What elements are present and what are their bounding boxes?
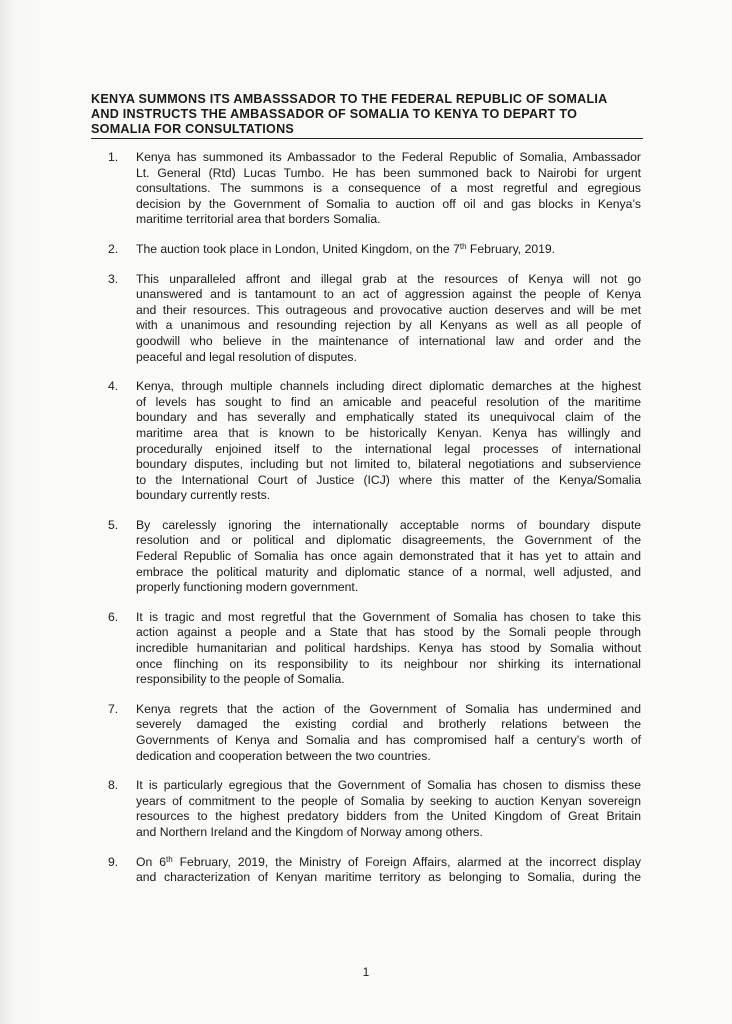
text-line: peaceful and legal resolution of disputes. (136, 349, 357, 364)
text-line: Kenya, through multiple channels including direct diplomatic demarches at the highest (136, 379, 641, 394)
text-line (136, 242, 641, 258)
text-segment: February, 2019. (466, 241, 556, 256)
text-line: responsibility to the people of Somalia. (136, 672, 345, 687)
page-number: 1 (362, 965, 370, 979)
ordinal-suffix: th (459, 241, 467, 251)
text-line: boundary disputes, including but not limited to, bilateral negotiations and subservience (136, 457, 641, 472)
heading-line: AND INSTRUCTS THE AMBASSADOR OF SOMALIA TO KENYA TO DEPART TO (91, 107, 578, 121)
text-line: It is tragic and most regretful that the Government of Somalia has chosen to take this (136, 609, 641, 624)
text-line: resolution and or political and diplomatic disagreements, the Government of the (136, 533, 641, 548)
text-line (136, 855, 641, 871)
text-segment: February, 2019, the Ministry of Foreign Affairs, alarmed at the incorrect display (172, 854, 641, 869)
heading-line: KENYA SUMMONS ITS AMBASSSADOR TO THE FEDERAL REPUBLIC OF SOMALIA (91, 92, 608, 106)
text-line: This unparalleled affront and illegal grab at the resources of Kenya will not go (136, 271, 641, 286)
item-number: 2. (108, 241, 119, 256)
text-line: unanswered and is tantamount to an act of aggression against the people of Kenya (136, 287, 641, 302)
text-line: boundary and has severally and emphatically stated its unequivocal claim of the (136, 410, 641, 425)
text-line: Kenya regrets that the action of the Government of Somalia has undermined and (136, 701, 641, 716)
text-line: maritime area that is known to be historically Kenyan. Kenya has willingly and (136, 425, 641, 440)
text-line: embrace the political maturity and diplomatic stance of a normal, well adjusted, and (136, 564, 641, 579)
item-number: 3. (108, 271, 119, 286)
text-line: Lt. General (Rtd) Lucas Tumbo. He has been summoned back to Nairobi for urgent (136, 165, 641, 180)
text-line: Governments of Kenya and Somalia and has compromised half a century’s worth of (136, 733, 641, 747)
text-line: years of commitment to the people of Somalia by seeking to auction Kenyan sovereign (136, 793, 641, 808)
item-number: 6. (108, 609, 119, 624)
text-line: goodwill who believe in the maintenance of international law and order and the (136, 333, 641, 348)
item-number: 8. (108, 778, 119, 793)
text-line: to the International Court of Justice (ICJ) where this matter of the Kenya/Somalia (136, 472, 641, 487)
heading-line: SOMALIA FOR CONSULTATIONS (91, 122, 295, 136)
text-line: By carelessly ignoring the internationally acceptable norms of boundary dispute (136, 517, 641, 532)
text-line: Federal Republic of Somalia has once again demonstrated that it has yet to attain and (136, 549, 641, 564)
text-line: resources to the highest predatory bidders from the United Kingdom of Great Britain (136, 809, 641, 824)
text-line: Kenya has summoned its Ambassador to the Federal Republic of Somalia, Ambassador (136, 150, 641, 164)
item-number: 5. (108, 517, 119, 532)
text-line: incredible humanitarian and political hardships. Kenya has stood by Somalia without (136, 641, 641, 656)
list-item (108, 610, 641, 688)
text-line: boundary currently rests. (136, 488, 271, 503)
numbered-list (108, 150, 641, 900)
item-number: 7. (108, 701, 119, 716)
item-number: 1. (108, 150, 119, 164)
text-line: maritime territorial area that borders Somalia. (136, 212, 381, 227)
item-number: 4. (108, 379, 119, 394)
list-item (108, 855, 641, 886)
text-line: It is particularly egregious that the Government of Somalia has chosen to dismiss these (136, 778, 641, 793)
text-line: consultations. The summons is a consequence of a most regretful and egregious (136, 181, 641, 196)
text-segment: On 6 (136, 854, 166, 869)
text-line: with a unanimous and resounding rejection by all Kenyans as well as all people of (136, 318, 641, 333)
list-item (108, 518, 641, 596)
item-number: 9. (108, 854, 119, 869)
list-item (108, 150, 641, 228)
ordinal-suffix: th (165, 854, 173, 864)
list-item (108, 242, 641, 258)
text-line: dedication and cooperation between the two countries. (136, 748, 431, 763)
text-line: and Northern Ireland and the Kingdom of Norway among others. (136, 824, 483, 839)
list-item (108, 272, 641, 366)
text-line: and their resources. This outrageous and provocative auction deserves and will be met (136, 302, 641, 317)
list-item (108, 702, 641, 764)
text-line: once flinching on its responsibility to its neighbour nor shirking its international (136, 656, 641, 671)
text-line: procedurally enjoined itself to the international legal processes of international (136, 441, 641, 456)
list-item (108, 778, 641, 840)
text-line: action against a people and a State that has stood by the Somali people through (136, 625, 641, 640)
list-item (108, 379, 641, 504)
text-line: decision by the Government of Somalia to auction off oil and gas blocks in Kenya’s (136, 196, 641, 211)
text-line: and characterization of Kenyan maritime territory as belonging to Somalia, during the (136, 870, 641, 885)
text-line: severely damaged the existing cordial and brotherly relations between the (136, 717, 641, 732)
text-line: of levels has sought to find an amicable and peaceful resolution of the maritime (136, 394, 641, 409)
text-line: properly functioning modern government. (136, 580, 359, 595)
text-segment: The auction took place in London, United Kingdom, on the 7 (136, 241, 460, 256)
document-heading (91, 92, 643, 139)
